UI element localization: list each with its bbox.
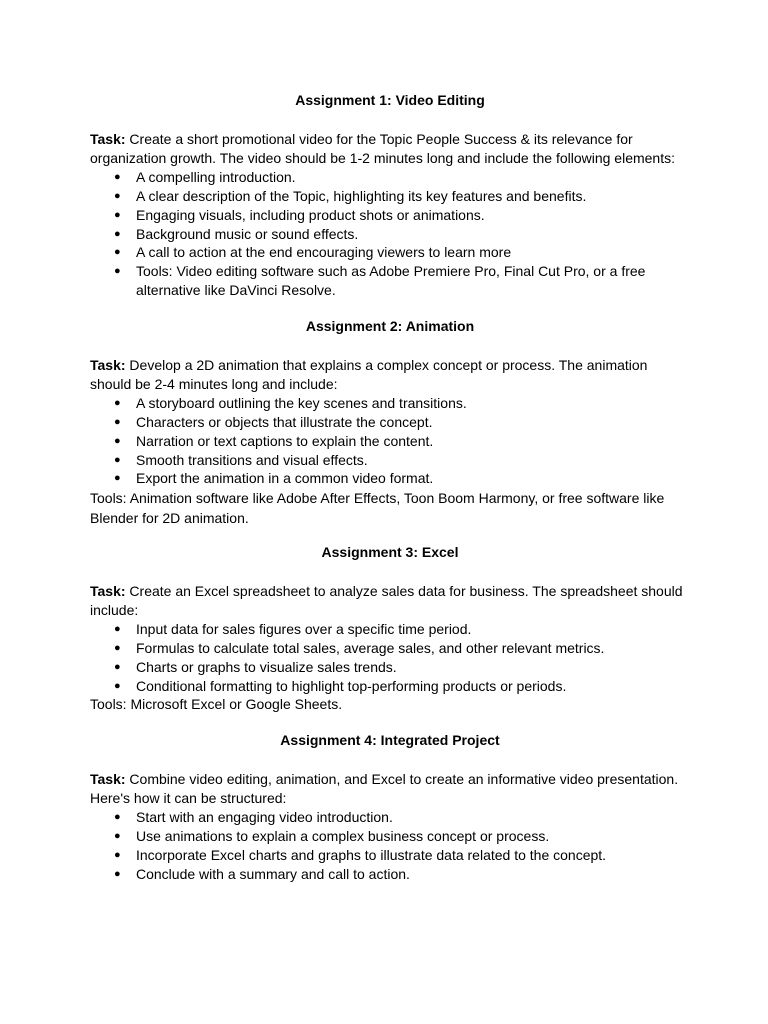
bullet-icon: ● bbox=[114, 453, 121, 466]
list-item-text: Charts or graphs to visualize sales trends. bbox=[136, 658, 397, 675]
list-item-text: Formulas to calculate total sales, average sales, and other relevant metrics. bbox=[136, 639, 605, 656]
assignment-4-section bbox=[90, 731, 690, 883]
list-item-text: Conditional formatting to highlight top-performing products or periods. bbox=[136, 677, 567, 694]
list-item bbox=[90, 620, 690, 639]
bullet-icon: ● bbox=[114, 415, 121, 428]
task-label: Task: bbox=[90, 771, 126, 787]
bullet-icon: ● bbox=[114, 170, 121, 183]
list-item bbox=[90, 677, 690, 696]
list-item-text: Narration or text captions to explain the content. bbox=[136, 432, 434, 449]
assignment-4-bullet-list bbox=[90, 808, 690, 884]
list-item-text: Characters or objects that illustrate the concept. bbox=[136, 413, 433, 430]
list-item-text: Start with an engaging video introduction. bbox=[136, 808, 393, 825]
list-item-text: Incorporate Excel charts and graphs to illustrate data related to the concept. bbox=[136, 846, 607, 863]
list-item bbox=[90, 432, 690, 451]
bullet-icon: ● bbox=[114, 641, 121, 654]
list-item bbox=[90, 243, 690, 262]
list-item-text: A clear description of the Topic, highlighting its key features and benefits. bbox=[136, 187, 587, 204]
list-item bbox=[90, 394, 690, 413]
assignment-3-section bbox=[90, 543, 690, 714]
bullet-icon: ● bbox=[114, 227, 121, 240]
list-item bbox=[90, 262, 690, 300]
assignment-4-title: Assignment 4: Integrated Project bbox=[280, 732, 500, 748]
list-item bbox=[90, 168, 690, 187]
bullet-icon: ● bbox=[114, 189, 121, 202]
assignment-1-bullet-list bbox=[90, 168, 690, 300]
assignment-3-task bbox=[90, 582, 690, 620]
assignment-2-task bbox=[90, 356, 690, 394]
bullet-icon: ● bbox=[114, 867, 121, 880]
list-item bbox=[90, 808, 690, 827]
bullet-icon: ● bbox=[114, 396, 121, 409]
list-item bbox=[90, 639, 690, 658]
assignment-2-tools: Tools: Animation software like Adobe After Effects, Toon Boom Harmony, or free software like Blender for 2D animation. bbox=[90, 490, 665, 527]
list-item-text: A call to action at the end encouraging viewers to learn more bbox=[136, 244, 512, 261]
list-item-text: Tools: Video editing software such as Adobe Premiere Pro, Final Cut Pro, or a free alternative like DaVinci Resolve. bbox=[136, 263, 646, 299]
list-item bbox=[90, 206, 690, 225]
bullet-icon: ● bbox=[114, 246, 121, 259]
task-label: Task: bbox=[90, 357, 126, 373]
bullet-icon: ● bbox=[114, 810, 121, 823]
list-item-text: A compelling introduction. bbox=[136, 168, 296, 185]
task-label: Task: bbox=[90, 131, 126, 147]
assignment-4-task-text: Combine video editing, animation, and Excel to create an informative video presentation. Here's how it can be structured: bbox=[90, 771, 679, 806]
bullet-icon: ● bbox=[114, 265, 121, 278]
list-item-text: A storyboard outlining the key scenes and transitions. bbox=[136, 394, 467, 411]
bullet-icon: ● bbox=[114, 829, 121, 842]
list-item-text: Input data for sales figures over a specific time period. bbox=[136, 620, 472, 637]
list-item-text: Background music or sound effects. bbox=[136, 225, 359, 242]
bullet-icon: ● bbox=[114, 660, 121, 673]
assignment-3-title: Assignment 3: Excel bbox=[321, 544, 459, 560]
list-item-text: Smooth transitions and visual effects. bbox=[136, 451, 368, 468]
list-item-text: Engaging visuals, including product shots or animations. bbox=[136, 206, 485, 223]
bullet-icon: ● bbox=[114, 622, 121, 635]
bullet-icon: ● bbox=[114, 848, 121, 861]
assignment-2-title: Assignment 2: Animation bbox=[305, 318, 475, 334]
list-item bbox=[90, 469, 690, 488]
task-label: Task: bbox=[90, 583, 126, 599]
list-item bbox=[90, 827, 690, 846]
list-item-text: Conclude with a summary and call to action. bbox=[136, 865, 410, 882]
list-item bbox=[90, 451, 690, 470]
assignment-2-bullet-list bbox=[90, 394, 690, 489]
assignment-2-task-text: Develop a 2D animation that explains a complex concept or process. The animation should be 2-4 minutes long and include: bbox=[90, 357, 648, 392]
list-item bbox=[90, 846, 690, 865]
assignment-1-task bbox=[90, 130, 690, 168]
assignment-3-bullet-list bbox=[90, 620, 690, 696]
assignment-1-title: Assignment 1: Video Editing bbox=[295, 92, 485, 108]
bullet-icon: ● bbox=[114, 472, 121, 485]
assignment-1-section bbox=[90, 91, 690, 300]
list-item bbox=[90, 865, 690, 884]
bullet-icon: ● bbox=[114, 208, 121, 221]
bullet-icon: ● bbox=[114, 434, 121, 447]
list-item-text: Export the animation in a common video format. bbox=[136, 470, 434, 487]
list-item bbox=[90, 187, 690, 206]
bullet-icon: ● bbox=[114, 679, 121, 692]
assignment-3-tools: Tools: Microsoft Excel or Google Sheets. bbox=[90, 696, 343, 713]
list-item-text: Use animations to explain a complex business concept or process. bbox=[136, 827, 550, 844]
list-item bbox=[90, 225, 690, 244]
assignment-3-task-text: Create an Excel spreadsheet to analyze sales data for business. The spreadsheet should include: bbox=[90, 583, 683, 618]
assignment-1-task-text: Create a short promotional video for the Topic People Success & its relevance for organization growth. The video should be 1-2 minutes long and include the following elements: bbox=[90, 131, 675, 166]
list-item bbox=[90, 413, 690, 432]
assignment-2-section bbox=[90, 317, 690, 528]
list-item bbox=[90, 658, 690, 677]
assignment-4-task bbox=[90, 770, 690, 808]
